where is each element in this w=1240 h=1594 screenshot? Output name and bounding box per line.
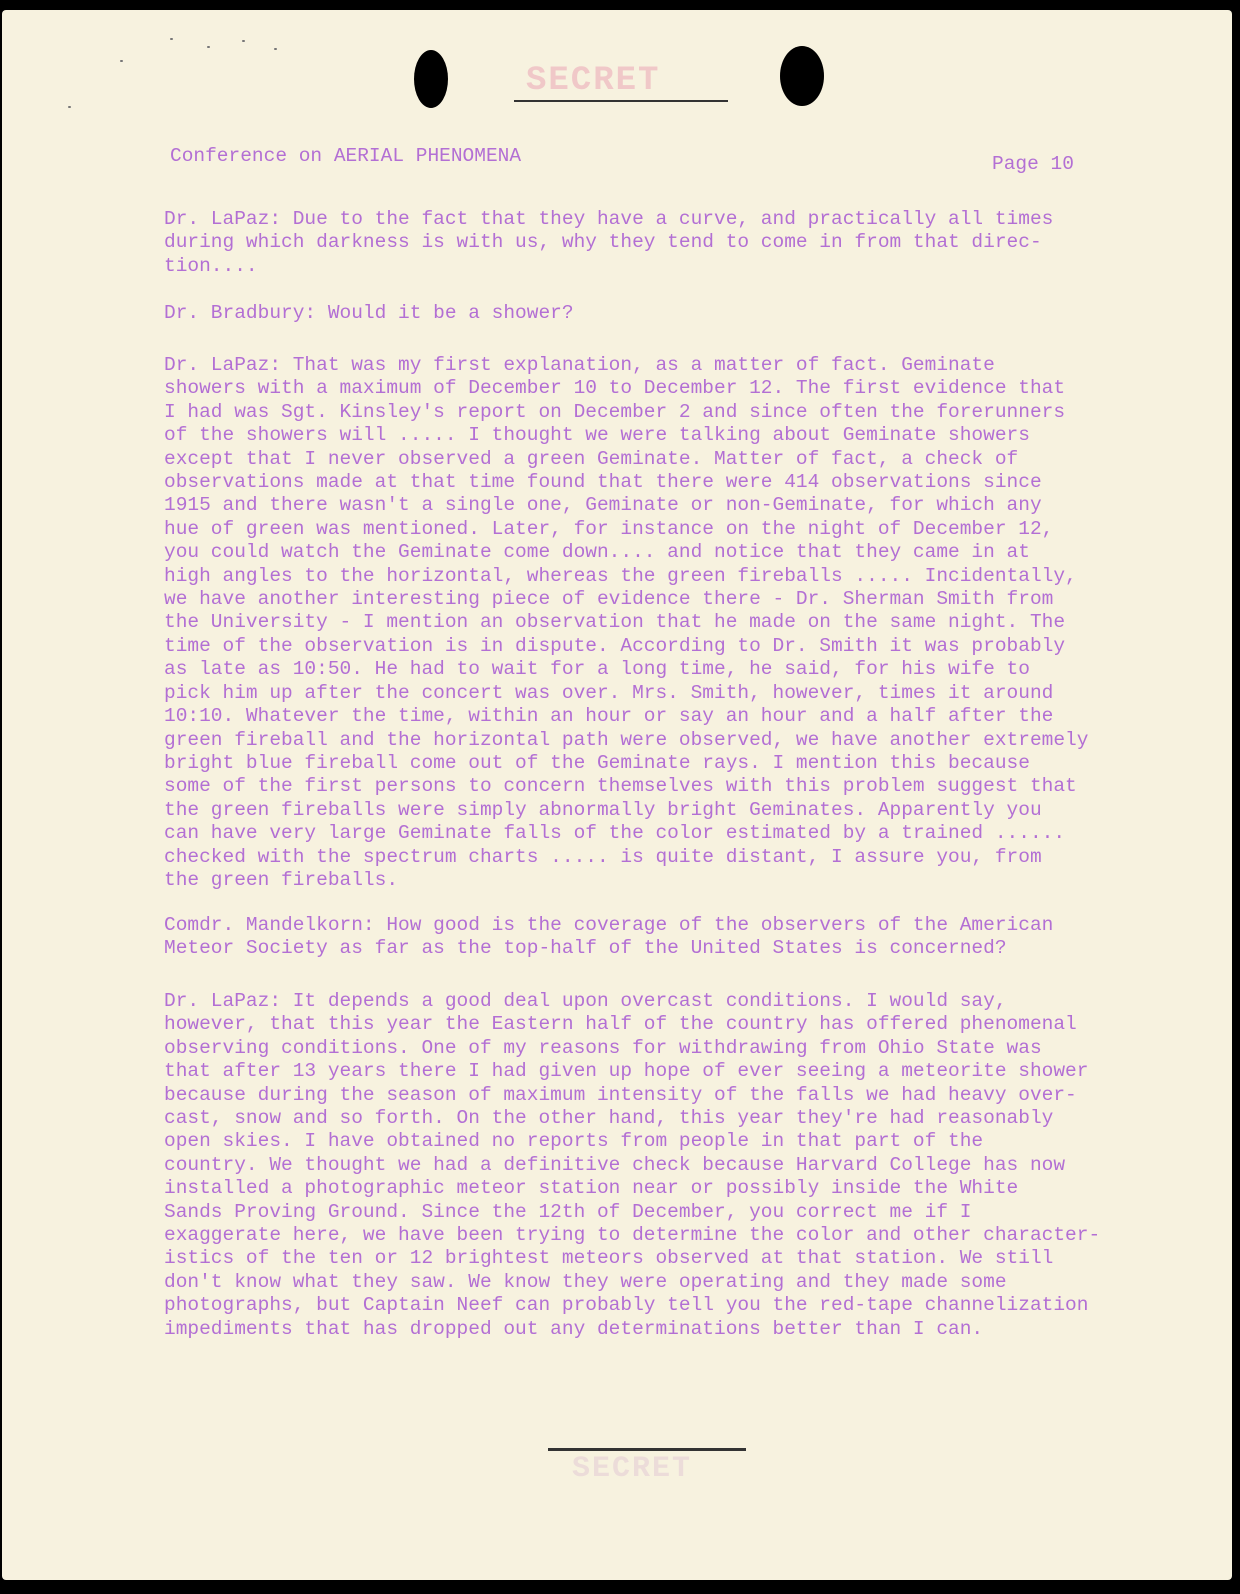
paragraph-lapaz-3: Dr. LaPaz: It depends a good deal upon overcast conditions. I would say, however, that this year the Eastern half of the country has offered phenomenal observing conditions. One of my reasons for withdrawing from Ohio State was that after 13 years there I had given up hope of ever seeing a meteorite shower because during the season of maximum intensity of the falls we had heavy over- cast, snow and so forth. On the other hand, this year they're had reasonably open skies. I have obtained no reports from people in that part of the country. We thought we had a definitive check because Harvard College has now installed a photographic meteor station near or possibly inside the White Sands Proving Ground. Since the 12th of December, you correct me if I exaggerate here, we have been trying to determine the color and other character- istics of the ten or 12 brightest meteors observed at that station. We still don't know what they saw. We know they were operating and they made some photographs, but Captain Neef can probably tell you the red-tape channelization impediments that has dropped out any determinations better than I can. xyxy=(164,990,1101,1340)
paper-speck xyxy=(242,40,245,42)
paper-speck xyxy=(68,106,71,108)
paragraph-mandelkorn: Comdr. Mandelkorn: How good is the coverage of the observers of the American Meteor Society as far as the top-half of the United States is concerned? xyxy=(164,914,1054,960)
paragraph-bradbury: Dr. Bradbury: Would it be a shower? xyxy=(164,302,574,324)
document-title: Conference on AERIAL PHENOMENA xyxy=(170,145,522,167)
paragraph-lapaz-2: Dr. LaPaz: That was my first explanation, as a matter of fact. Geminate showers with a maximum of December 10 to December 12. The first evidence that I had was Sgt. Kinsley's report on December 2 and since often the forerunners of the showers will ..... I thought we were talking about Geminate showers except that I never observed a green Geminate. Matter of fact, a check of observations made at that time found that there were 414 observations since 1915 and there wasn't a single one, Geminate or non-Geminate, for which any hue of green was mentioned. Later, for instance on the night of December 12, you could watch the Geminate come down.... and notice that they came in at high angles to the horizontal, whereas the green fireballs ..... Incidentally, we have another interesting piece of evidence there - Dr. Sherman Smith from the University - I mention an observation that he made on the same night. The time of the observation is in dispute. According to Dr. Smith it was probably as late as 10:50. He had to wait for a long time, he said, for his wife to pick him up after the concert was over. Mrs. Smith, however, times it around 10:10. Whatever the time, within an hour or say an hour and a half after the green fireball and the horizontal path were observed, we have another extremely bright blue fireball come out of the Geminate rays. I mention this because some of the first persons to concern themselves with this problem suggest that the green fireballs were simply abnormally bright Geminates. Apparently you can have very large Geminate falls of the color estimated by a trained ...... checked with the spectrum charts ..... is quite distant, I assure you, from the green fireballs. xyxy=(164,354,1089,891)
page-number: Page 10 xyxy=(992,153,1074,175)
paper-speck xyxy=(120,60,123,62)
paper-speck xyxy=(207,46,210,48)
classification-underline-top xyxy=(514,100,728,102)
classification-marking-bottom: SECRET xyxy=(572,1452,693,1486)
paragraph-lapaz-1: Dr. LaPaz: Due to the fact that they have a curve, and practically all times during which darkness is with us, why they tend to come in from that direc- tion.... xyxy=(164,208,1054,277)
paper-speck xyxy=(274,48,277,50)
classification-marking-top: SECRET xyxy=(526,62,661,100)
punch-hole-right xyxy=(780,46,824,106)
paper-speck xyxy=(170,38,173,40)
document-page xyxy=(2,10,1232,1580)
punch-hole-left xyxy=(414,50,448,108)
classification-underline-bottom xyxy=(548,1448,746,1451)
